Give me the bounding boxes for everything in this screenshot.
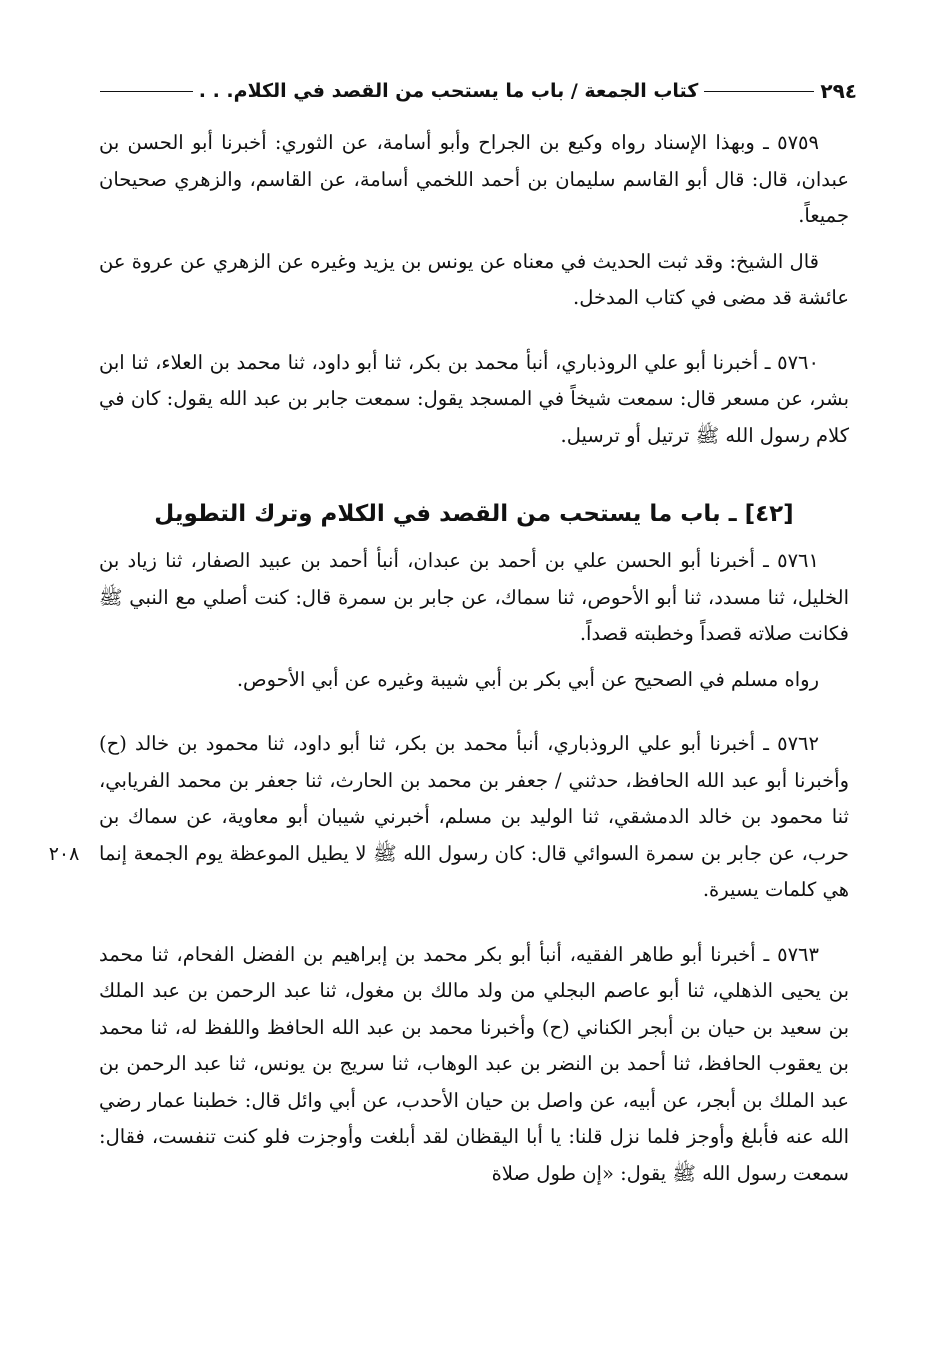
hadith-5759: ٥٧٥٩ ـ وبهذا الإسناد رواه وكيع بن الجراح وأبو أسامة، عن الثوري: أخبرنا أبو الحسن بن عبدان، قال: قال أبو القاسم سليمان بن أحمد اللخمي أسامة، عن القاسم، والزهري صحيحان جميعاً. [99,131,849,227]
header-rule [704,91,814,92]
page-body [99,125,849,1192]
hadith-5760: ٥٧٦٠ ـ أخبرنا أبو علي الروذباري، أنبأ محمد بن بكر، ثنا أبو داود، ثنا محمد بن العلاء، ثنا ابن بشر، عن مسعر قال: سمعت شيخاً في المسجد يقول: سمعت جابر بن عبد الله يقول: كان في كلام رسول الله ﷺ ترتيل أو ترسيل. [99,350,849,447]
running-title: كتاب الجمعة / باب ما يستحب من القصد في الكلام. . . [198,80,699,102]
margin-page-reference: ٢٠٨ [48,843,80,865]
chapter-heading: [٤٢] ـ باب ما يستحب من القصد في الكلام وترك التطويل [154,501,794,527]
hadith-5761: ٥٧٦١ ـ أخبرنا أبو الحسن علي بن أحمد بن عبدان، أنبأ أحمد بن عبيد الصفار، ثنا زياد بن الخليل، ثنا مسدد، ثنا أبو الأحوص، ثنا سماك، عن جابر بن سمرة قال: كنت أصلي مع النبي ﷺ فكانت صلاته قصداً وخطبته قصداً. [99,549,849,645]
sheikh-comment: قال الشيخ: وقد ثبت الحديث في معناه عن يونس بن يزيد وغيره عن الزهري عن عروة عن عائشة قد مضى في كتاب المدخل. [99,249,849,309]
header-rule-end [100,91,193,92]
hadith-5762: ٥٧٦٢ ـ أخبرنا أبو علي الروذباري، أنبأ محمد بن بكر، ثنا أبو داود، ثنا محمود بن خالد (ح) وأخبرنا أبو عبد الله الحافظ، حدثني / جعفر بن محمد بن الحارث، ثنا جعفر بن محمد الفريابي، ثنا محمود بن خالد الدمشقي، ثنا الوليد بن مسلم، أخبرني شيبان أبو معاوية، عن سماك بن حرب، عن جابر بن سمرة السوائي قال: كان رسول الله ﷺ لا يطيل الموعظة يوم الجمعة إنما هي كلمات يسيرة. [99,732,849,901]
muslim-note: رواه مسلم في الصحيح عن أبي بكر بن أبي شيبة وغيره عن أبي الأحوص. [236,667,819,691]
hadith-5763: ٥٧٦٣ ـ أخبرنا أبو طاهر الفقيه، أنبأ أبو بكر محمد بن إبراهيم بن الفضل الفحام، ثنا محمد بن يحيى الذهلي، ثنا أبو عاصم البجلي من ولد مالك بن مغول، ثنا عبد الرحمن بن عبد الملك بن سعيد بن حيان بن أبجر الكناني (ح) وأخبرنا محمد بن عبد الله الحافظ واللفظ له، ثنا محمد بن يعقوب الحافظ، ثنا أحمد بن النضر بن عبد الوهاب، ثنا سريج بن يونس، ثنا عبد الرحمن بن عبد الملك بن أبجر، عن أبيه، عن واصل بن حيان الأحدب، عن أبي وائل قال: خطبنا عمار رضي الله عنه فأبلغ وأوجز فلما نزل قلنا: يا أبا اليقظان لقد أبلغت وأوجزت فلو كنت تنفست، فقال: سمعت رسول الله ﷺ يقول: «إن طول صلاة [99,942,849,1185]
page-number: ٢٩٤ [820,79,857,103]
running-header [100,74,857,108]
